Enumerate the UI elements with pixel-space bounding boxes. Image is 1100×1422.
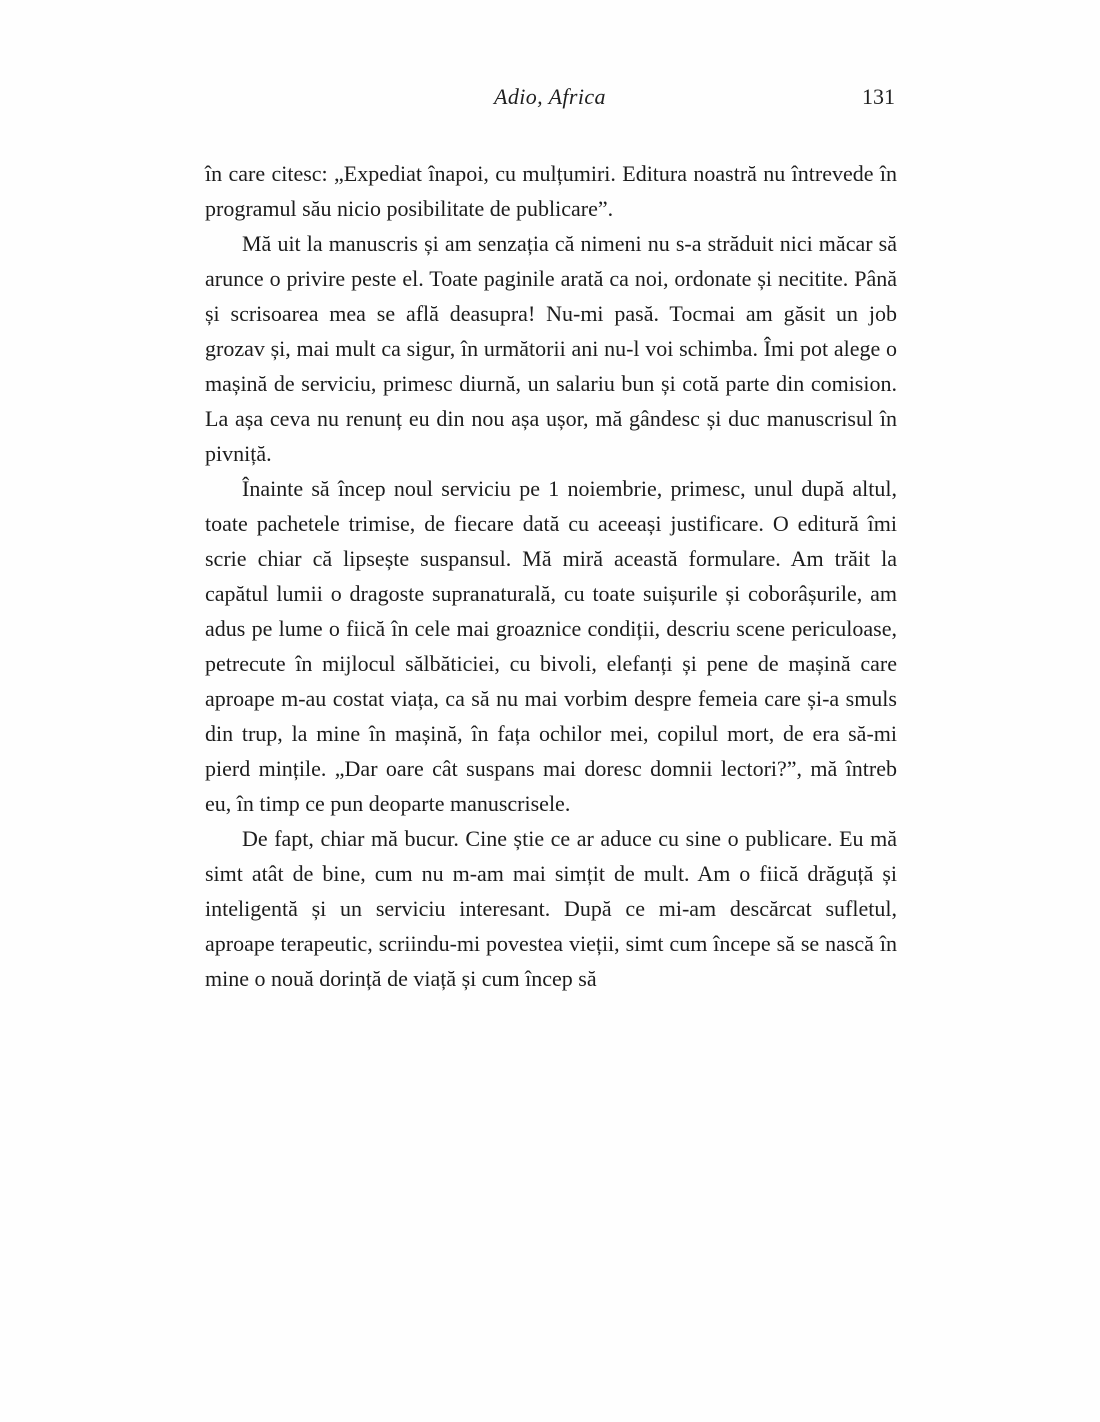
running-title: Adio, Africa	[494, 84, 606, 109]
paragraph: Înainte să încep noul serviciu pe 1 noiembrie, primesc, unul după altul, toate pachetele trimise, de fiecare dată cu aceeași justificare. O editură îmi scrie chiar că lipsește suspansul. Mă miră această formulare. Am trăit la capătul lumii o dragoste supranaturală, cu toate suișurile și coborâșurile, am adus pe lume o fiică în cele mai groaznice condiții, descriu scene periculoase, petrecute în mijlocul sălbăticiei, cu bivoli, elefanți și pene de mașină care aproape m-au costat viața, ca să nu mai vorbim despre femeia care și-a smuls din trup, la mine în mașină, în fața ochilor mei, copilul mort, de era să-mi pierd mințile. „Dar oare cât suspans mai doresc domnii lectori?”, mă întreb eu, în timp ce pun deoparte manuscrisele.	[205, 476, 897, 816]
body-text	[205, 156, 897, 996]
paragraph: De fapt, chiar mă bucur. Cine știe ce ar aduce cu sine o publicare. Eu mă simt atât de bine, cum nu m-am mai simțit de mult. Am o fiică drăguță și inteligentă și un serviciu interesant. După ce mi-am descărcat sufletul, aproape terapeutic, scriindu-mi povestea vieții, simt cum începe să se nască în mine o nouă dorință de viață și cum încep să	[205, 826, 897, 991]
paragraph: Mă uit la manuscris și am senzația că nimeni nu s-a străduit nici măcar să arunce o privire peste el. Toate paginile arată ca noi, ordonate și necitite. Până și scrisoarea mea se află deasupra! Nu-mi pasă. Tocmai am găsit un job grozav și, mai mult ca sigur, în următorii ani nu-l voi schimba. Îmi pot alege o mașină de serviciu, primesc diurnă, un salariu bun și cotă parte din comision. La așa ceva nu renunț eu din nou așa ușor, mă gândesc și duc manuscrisul în pivniță.	[205, 231, 897, 466]
paragraph-continuation: în care citesc: „Expediat înapoi, cu mulțumiri. Editura noastră nu întrevede în programul său nicio posibilitate de publicare”.	[205, 161, 897, 221]
page-number: 131	[862, 84, 895, 109]
running-header	[205, 84, 895, 114]
